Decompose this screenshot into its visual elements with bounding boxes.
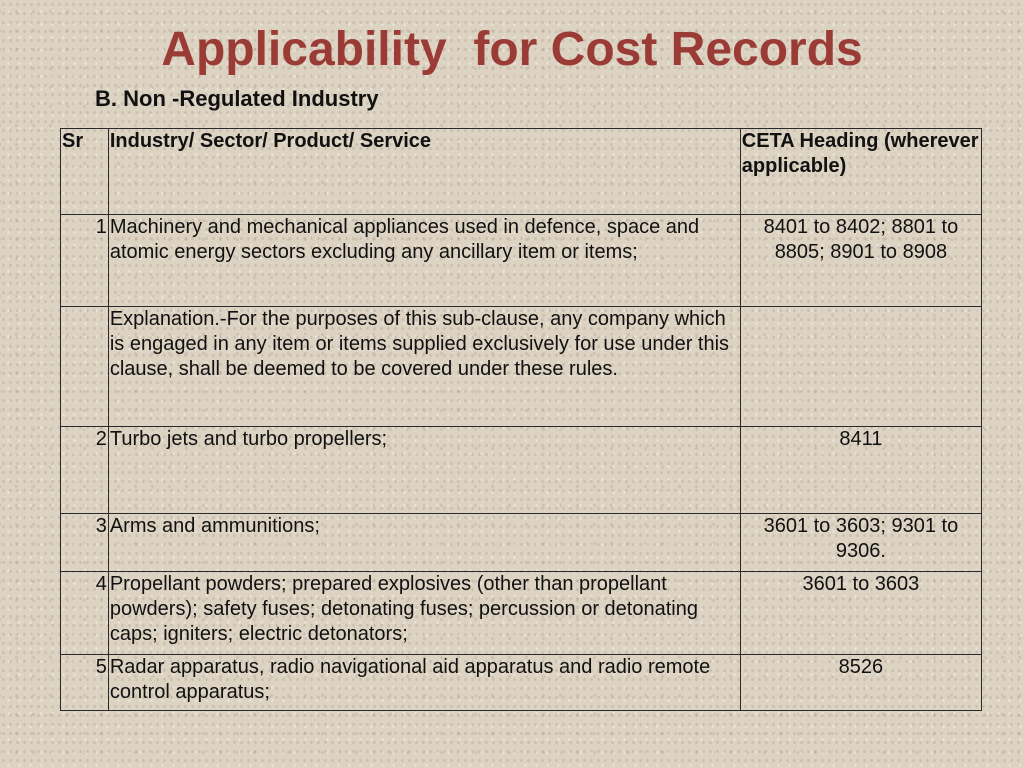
table-header-row	[61, 129, 982, 215]
row-industry: Radar apparatus, radio navigational aid apparatus and radio remote control apparatus;	[108, 655, 740, 711]
row-sr: 5	[61, 655, 109, 711]
row-industry: Arms and ammunitions;	[108, 514, 740, 572]
row-ceta: 3601 to 3603; 9301 to 9306.	[740, 514, 981, 572]
row-sr: 3	[61, 514, 109, 572]
row-ceta: 3601 to 3603	[740, 572, 981, 655]
row-ceta: 8411	[740, 427, 981, 514]
table-row	[61, 215, 982, 307]
row-sr: 4	[61, 572, 109, 655]
row-sr	[61, 307, 109, 427]
row-industry: Explanation.-For the purposes of this sub-clause, any company which is engaged in any item or items supplied exclusively for use under this clause, shall be deemed to be covered under these rules.	[108, 307, 740, 427]
row-sr: 2	[61, 427, 109, 514]
row-ceta: 8401 to 8402; 8801 to 8805; 8901 to 8908	[740, 215, 981, 307]
row-industry: Turbo jets and turbo propellers;	[108, 427, 740, 514]
row-industry: Propellant powders; prepared explosives (other than propellant powders); safety fuses; detonating fuses; percussion or detonating caps; igniters; electric detonators;	[108, 572, 740, 655]
table-row	[61, 572, 982, 655]
row-sr: 1	[61, 215, 109, 307]
header-industry: Industry/ Sector/ Product/ Service	[108, 129, 740, 215]
header-ceta: CETA Heading (wherever applicable)	[740, 129, 981, 215]
row-ceta	[740, 307, 981, 427]
table-row	[61, 655, 982, 711]
row-ceta: 8526	[740, 655, 981, 711]
slide-subtitle: B. Non -Regulated Industry	[95, 86, 379, 111]
row-industry: Machinery and mechanical appliances used in defence, space and atomic energy sectors excluding any ancillary item or items;	[108, 215, 740, 307]
header-sr: Sr	[61, 129, 109, 215]
slide-title: Applicability for Cost Records	[161, 23, 863, 76]
table-row	[61, 427, 982, 514]
applicability-table	[60, 128, 982, 711]
table-row	[61, 514, 982, 572]
table-row	[61, 307, 982, 427]
